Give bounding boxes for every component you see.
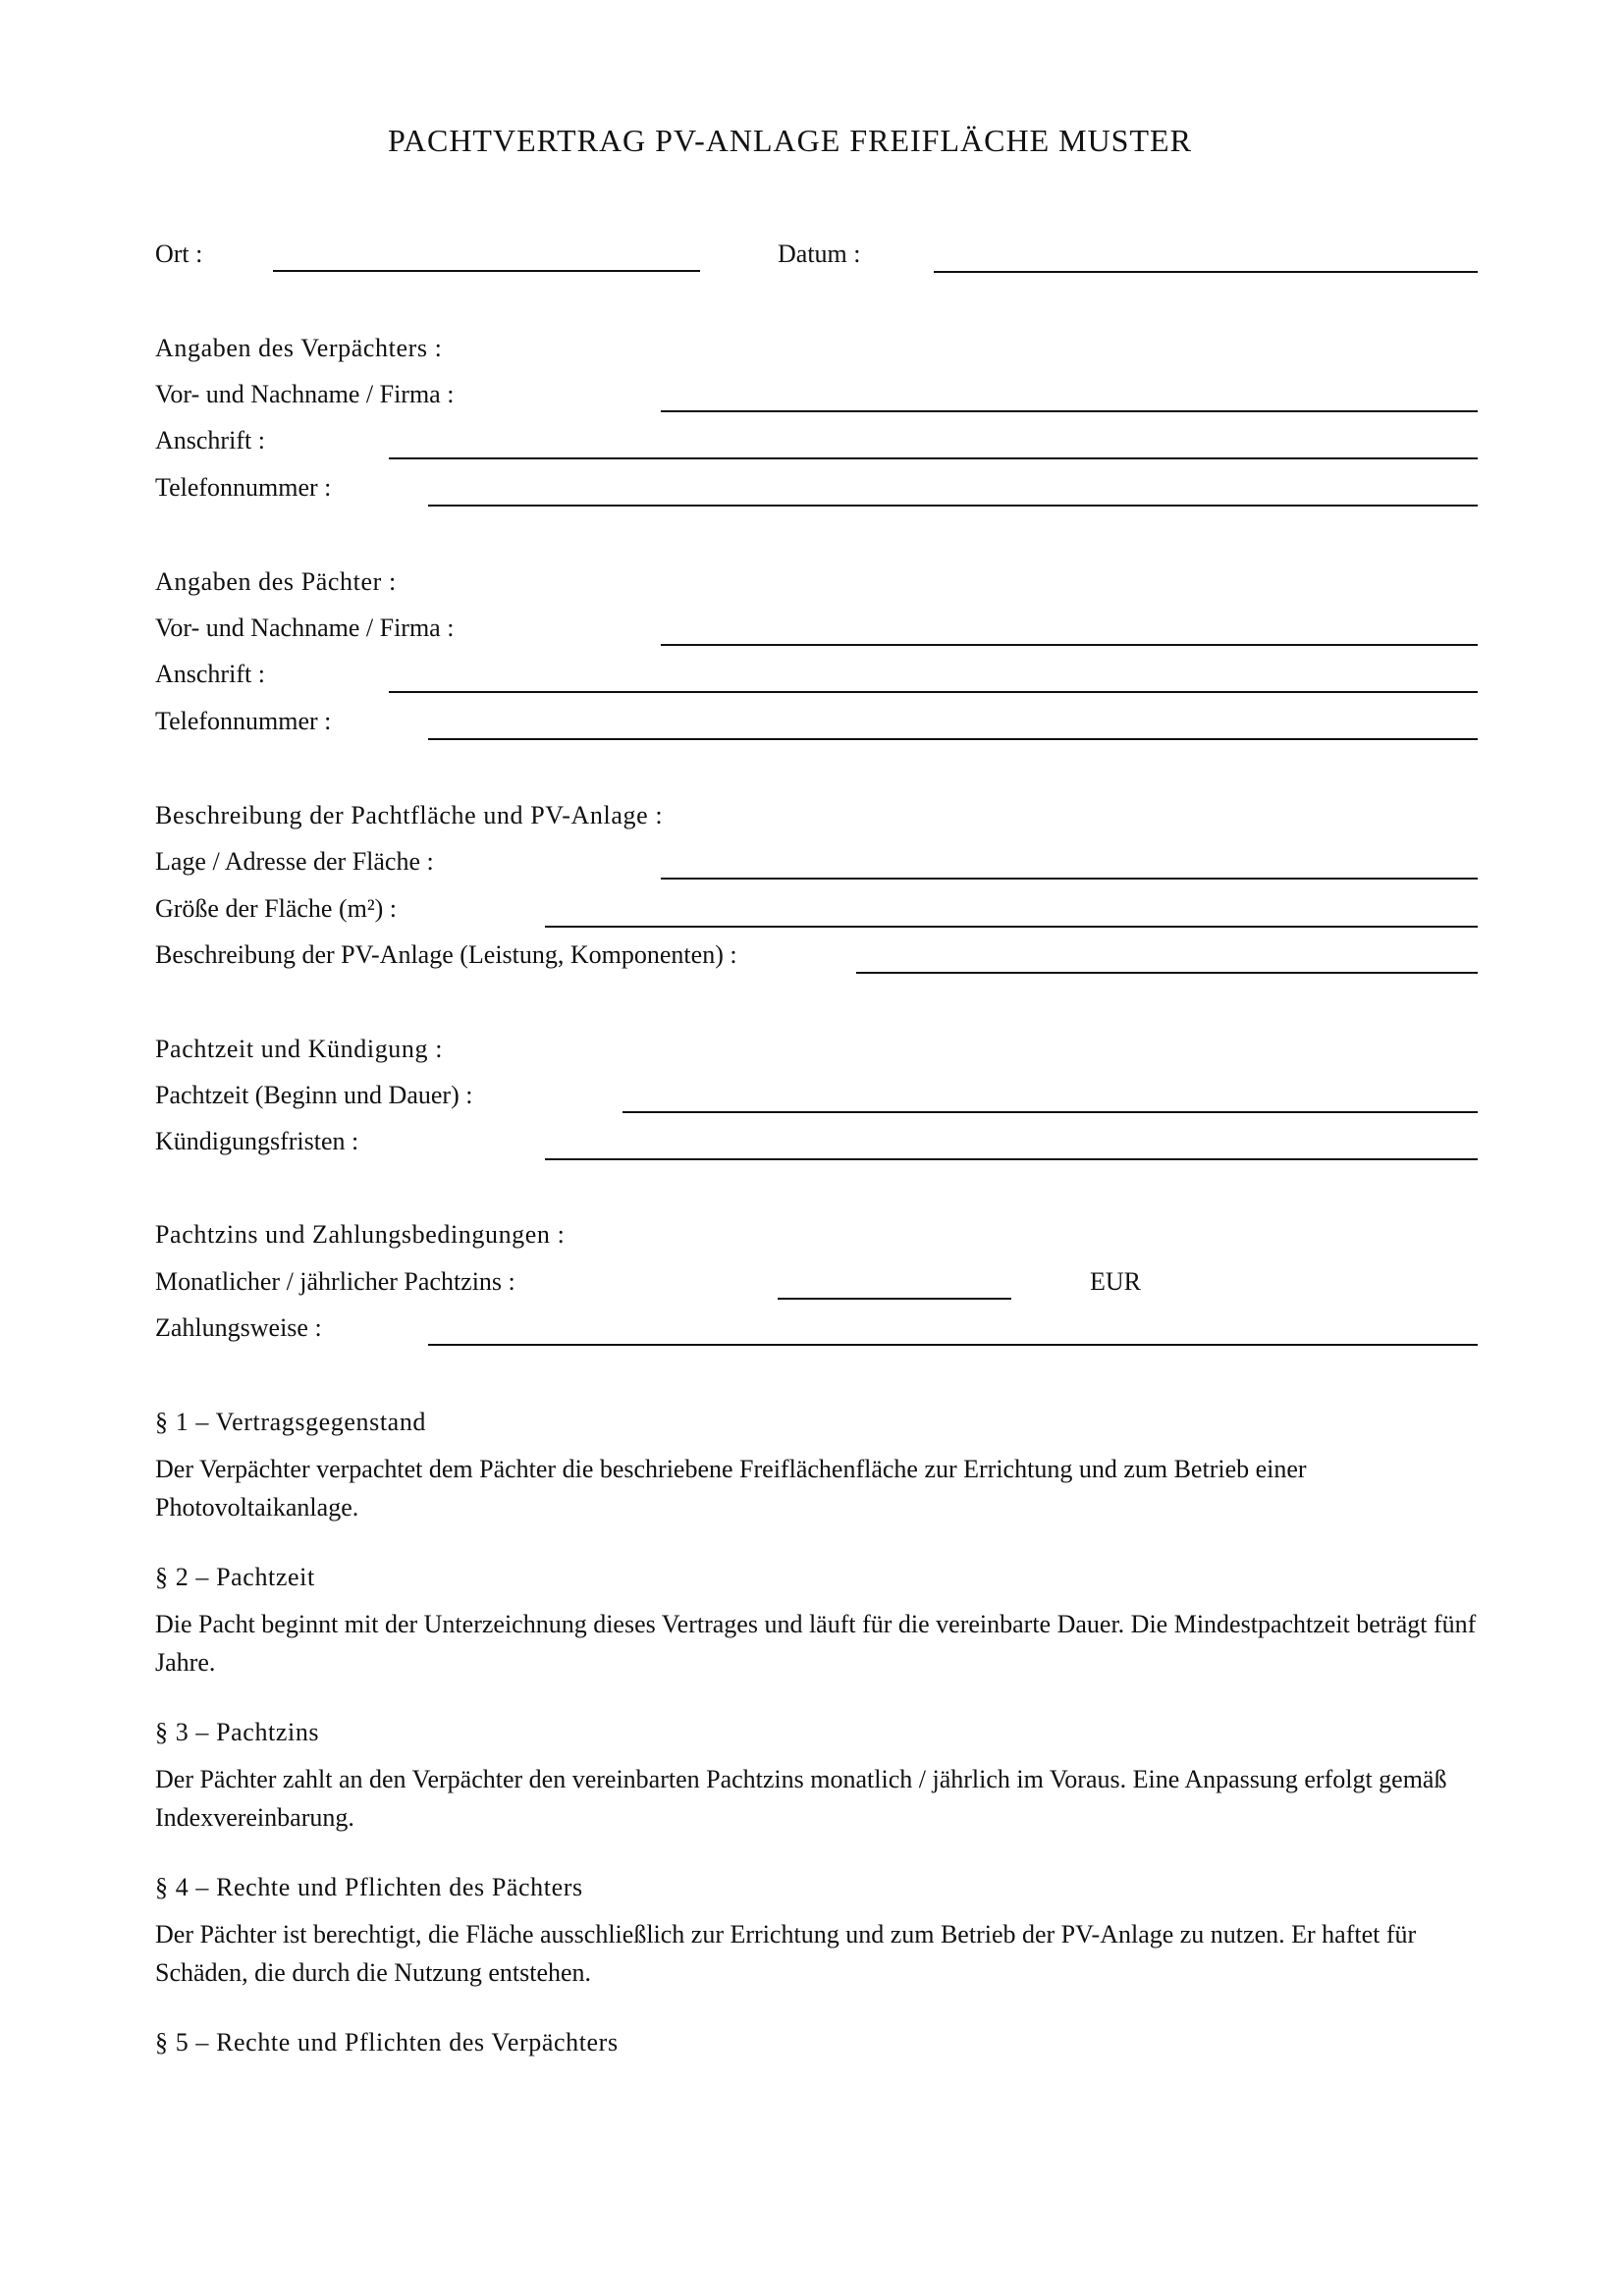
paragraph-5-heading: § 5 – Rechte und Pflichten des Verpächters — [155, 2028, 619, 2056]
groesse-label: Größe der Fläche (m²) : — [155, 894, 398, 923]
verpaechter-address-label: Anschrift : — [155, 426, 265, 454]
paechter-name-line[interactable] — [661, 644, 1478, 646]
paragraph-2-heading: § 2 – Pachtzeit — [155, 1563, 315, 1591]
document-title: PACHTVERTRAG PV-ANLAGE FREIFLÄCHE MUSTER — [388, 123, 1192, 158]
datum-label: Datum : — [778, 240, 861, 268]
paechter-address-label: Anschrift : — [155, 660, 265, 688]
fristen-label: Kündigungsfristen : — [155, 1127, 359, 1155]
datum-field-line[interactable] — [934, 271, 1478, 273]
verpaechter-name-line[interactable] — [661, 410, 1478, 412]
verpaechter-phone-label: Telefonnummer : — [155, 473, 332, 502]
zahlungsweise-label: Zahlungsweise : — [155, 1313, 322, 1342]
paechter-phone-line[interactable] — [428, 738, 1478, 740]
zahlungsweise-line[interactable] — [428, 1344, 1478, 1346]
anlage-label: Beschreibung der PV-Anlage (Leistung, Komponenten) : — [155, 940, 737, 969]
verpaechter-heading: Angaben des Verpächters : — [155, 334, 443, 362]
beschreibung-heading: Beschreibung der Pachtfläche und PV-Anlage : — [155, 801, 664, 829]
paragraph-1-text: Der Verpächter verpachtet dem Pächter die beschriebene Freiflächenfläche zur Errichtung und zum Betrieb einer Photovoltaikanlage. — [155, 1455, 1307, 1522]
lage-line[interactable] — [661, 878, 1478, 880]
zins-label: Monatlicher / jährlicher Pachtzins : — [155, 1267, 515, 1296]
dauer-line[interactable] — [623, 1111, 1478, 1113]
currency-label: EUR — [1090, 1267, 1141, 1296]
paragraph-3-heading: § 3 – Pachtzins — [155, 1718, 320, 1746]
fristen-line[interactable] — [545, 1158, 1478, 1160]
ort-label: Ort : — [155, 240, 203, 268]
paechter-name-label: Vor- und Nachname / Firma : — [155, 614, 455, 642]
lage-label: Lage / Adresse der Fläche : — [155, 847, 434, 876]
dauer-label: Pachtzeit (Beginn und Dauer) : — [155, 1081, 473, 1109]
verpaechter-address-line[interactable] — [389, 457, 1478, 459]
ort-field-line[interactable] — [273, 270, 700, 272]
paechter-phone-label: Telefonnummer : — [155, 707, 332, 735]
paechter-address-line[interactable] — [389, 691, 1478, 693]
groesse-line[interactable] — [545, 926, 1478, 928]
paragraph-4-text: Der Pächter ist berechtigt, die Fläche ausschließlich zur Errichtung und zum Betrieb der PV-Anlage zu nutzen. Er haftet für Schäden, die durch die Nutzung entstehen. — [155, 1920, 1417, 1987]
pachtzeit-heading: Pachtzeit und Kündigung : — [155, 1035, 444, 1063]
paragraph-4-heading: § 4 – Rechte und Pflichten des Pächters — [155, 1873, 583, 1901]
zins-amount-line[interactable] — [778, 1298, 1011, 1300]
verpaechter-phone-line[interactable] — [428, 505, 1478, 507]
anlage-line[interactable] — [856, 972, 1478, 974]
paragraph-3-text: Der Pächter zahlt an den Verpächter den vereinbarten Pachtzins monatlich / jährlich im Voraus. Eine Anpassung erfolgt gemäß Indexvereinbarung. — [155, 1765, 1447, 1832]
verpaechter-name-label: Vor- und Nachname / Firma : — [155, 380, 455, 408]
paechter-heading: Angaben des Pächter : — [155, 567, 397, 596]
pachtzins-heading: Pachtzins und Zahlungsbedingungen : — [155, 1220, 566, 1249]
paragraph-2-text: Die Pacht beginnt mit der Unterzeichnung dieses Vertrages und läuft für die vereinbarte Dauer. Die Mindestpachtzeit beträgt fünf Jahre. — [155, 1610, 1477, 1677]
paragraph-1-heading: § 1 – Vertragsgegenstand — [155, 1408, 427, 1436]
